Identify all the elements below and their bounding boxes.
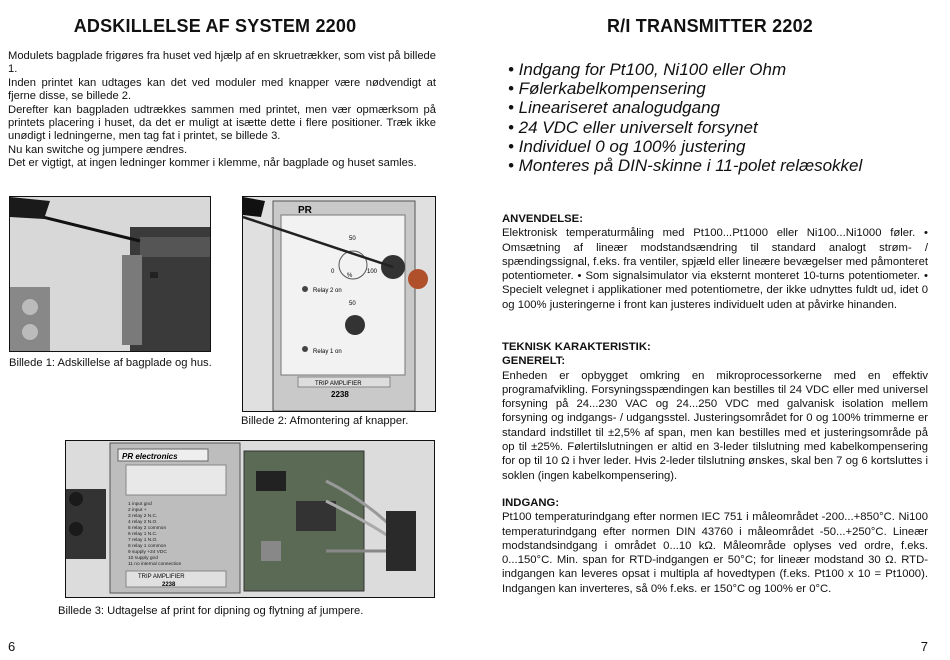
device-brand: PR	[298, 205, 312, 216]
intro-paragraph: Modulets bagplade frigøres fra huset ved hjælp af en skruetrækker, som vist på billede 1.	[8, 50, 436, 76]
pin-list-item: 9 supply +24 VDC	[128, 550, 167, 555]
relay-2-label: Relay 2 on	[313, 288, 342, 294]
pin-list-item: 1 input gnd	[128, 502, 152, 507]
indgang-section	[502, 496, 928, 596]
figure-2-caption: Billede 2: Afmontering af knapper.	[241, 415, 409, 427]
page-number-right: 7	[920, 639, 928, 654]
intro-paragraph: Inden printet kan udtages kan det ved moduler med knapper være nødvendigt at fjerne disse, se billede 2.	[8, 76, 436, 103]
page-number-left: 6	[8, 639, 16, 654]
generelt-section	[502, 340, 928, 483]
pcb-brand: PR electronics	[122, 452, 178, 461]
device-model: 2238	[331, 390, 349, 399]
intro-paragraph: Derefter kan bagpladen udtrækkes sammen med printet, men vær opmærksom på printets placering i huset, da det er muligt at isætte dette i flere positioner. Træk ikke unødigt i ledningerne, men tag fat i printet, se billede 3.	[8, 103, 436, 143]
figure-1-photo	[9, 196, 211, 352]
feature-list-item: • Indgang for Pt100, Ni100 eller Ohm	[508, 60, 787, 79]
pcb-removal-illustration	[66, 441, 434, 597]
figure-2-photo	[242, 196, 436, 412]
pin-list-item: 11 no internal connection	[128, 562, 182, 567]
figure-3-photo	[65, 440, 435, 598]
pin-list-item: 2 input +	[128, 508, 147, 513]
intro-text	[8, 50, 436, 171]
teknisk-heading: TEKNISK KARAKTERISTIK:	[502, 341, 651, 353]
right-page-title: R/I TRANSMITTER 2202	[606, 16, 814, 36]
left-page	[0, 0, 470, 660]
anvendelse-section	[502, 212, 928, 312]
generelt-heading: GENERELT:	[502, 355, 566, 368]
scale-unit-label: %	[347, 273, 353, 279]
relay-1-label: Relay 1 on	[313, 349, 342, 355]
pin-list-item: 6 relay 1 N.C.	[128, 532, 158, 537]
right-page	[480, 0, 950, 660]
generelt-text: Enheden er opbygget omkring en mikroprocessorkerne med en effektiv programafvikling. Forsyningsspændingen kan bestilles til 24 VDC eller med universel forsyning på 24...230 VAC og 24...250 VDC med galvanisk isolation mellem forsyning og indgangs- / udgangsstel. Justeringsområdet for 0 og 100% trimmerne er standard indstillet til ±2,5% af span, men kan bestilles med et justeringsområde på op til ±25%. Følertilslutningen er altid en 3-leder tilslutning med kabelkompensering for op til 10 Ω i hver leder. Hvis 2-leder tilslutning ønskes, skal ben 7 og 6 kortsluttes i soklen (ingen kabelkompensering).	[502, 369, 928, 482]
anvendelse-heading: ANVENDELSE:	[502, 213, 583, 225]
feature-list	[508, 60, 948, 175]
anvendelse-text: Elektronisk temperaturmåling med Pt100...Pt1000 eller Ni100...Ni1000 føler. • Omsætning af lineær modstandsændring til standard analogt strøm- / spændingssignal, f.eks. fra ventiler, spjæld eller lineære bevægelser med påmonteret potentiometer. • Som signalsimulator via eksternt monteret 10-turns potentiometer. • Specielt velegnet i applikationer med potentiometre, der ikke udnyttes fuldt ud, idet 0 og 100% justeringerne i front kan justeres individuelt uden at påvirke hinanden.	[502, 227, 928, 311]
pin-list-item: 4 relay 2 N.O.	[128, 520, 158, 525]
scale2-top-label: 50	[349, 301, 356, 307]
pin-list-item: 10 supply gnd	[128, 556, 158, 561]
figure-1-caption: Billede 1: Adskillelse af bagplade og hus.	[9, 357, 212, 369]
scale-top-label: 50	[349, 236, 356, 242]
pin-list-item: 3 relay 2 N.C.	[128, 514, 158, 519]
scale-right-label: 100	[367, 269, 378, 275]
pin-list-item: 8 relay 1 common	[128, 544, 167, 549]
indgang-heading: INDGANG:	[502, 497, 560, 509]
indgang-text: Pt100 temperaturindgang efter normen IEC 751 i måleområdet -200...+850°C. Ni100 temperaturindgang efter normen DIN 43760 i måleområdet -50...+250°C. Lineær modstandsindgang i området 0...10 kΩ. Måleområde oplyses ved ordre, f.eks. 0...150°C. Min. span for RTD-indgangen er 50°C; for lineær modstand 30 Ω. RTD-indgangen kan leveres opsat i multipla af hovedtypen (f.eks. Pt100 x 10 = Pt1000). Indgangen kan inverteres, så 0% f.eks. er 150°C og 100% er 0°C.	[502, 511, 928, 595]
screwdriver-illustration	[10, 197, 210, 351]
relay-1-led	[302, 346, 308, 352]
feature-list-item: • Monteres på DIN-skinne i 11-polet relæsokkel	[508, 156, 863, 176]
relay-2-led	[302, 286, 308, 292]
feature-list-item: • 24 VDC eller universelt forsynet	[508, 117, 758, 137]
trip-amplifier-front	[243, 197, 435, 411]
pcb-device-model: 2238	[162, 582, 176, 588]
pin-list-item: 7 relay 1 N.O.	[128, 538, 158, 543]
intro-paragraph: Det er vigtigt, at ingen ledninger kommer i klemme, når bagplade og huset samles.	[8, 157, 417, 170]
scale-left-label: 0	[331, 269, 335, 275]
pcb-device-label: TRIP AMPLIFIER	[138, 574, 185, 580]
figure-3-caption: Billede 3: Udtagelse af print for dipning og flytning af jumpere.	[58, 605, 364, 617]
feature-list-item: • Lineariseret analogudgang	[508, 98, 721, 118]
intro-paragraph: Nu kan switche og jumpere ændres.	[8, 143, 188, 156]
device-label: TRIP AMPLIFIER	[315, 381, 362, 387]
pin-list-item: 5 relay 2 common	[128, 526, 167, 531]
left-page-title: ADSKILLELSE AF SYSTEM 2200	[73, 16, 357, 36]
feature-list-item: • Følerkabelkompensering	[508, 79, 706, 99]
feature-list-item: • Individuel 0 og 100% justering	[508, 136, 746, 156]
